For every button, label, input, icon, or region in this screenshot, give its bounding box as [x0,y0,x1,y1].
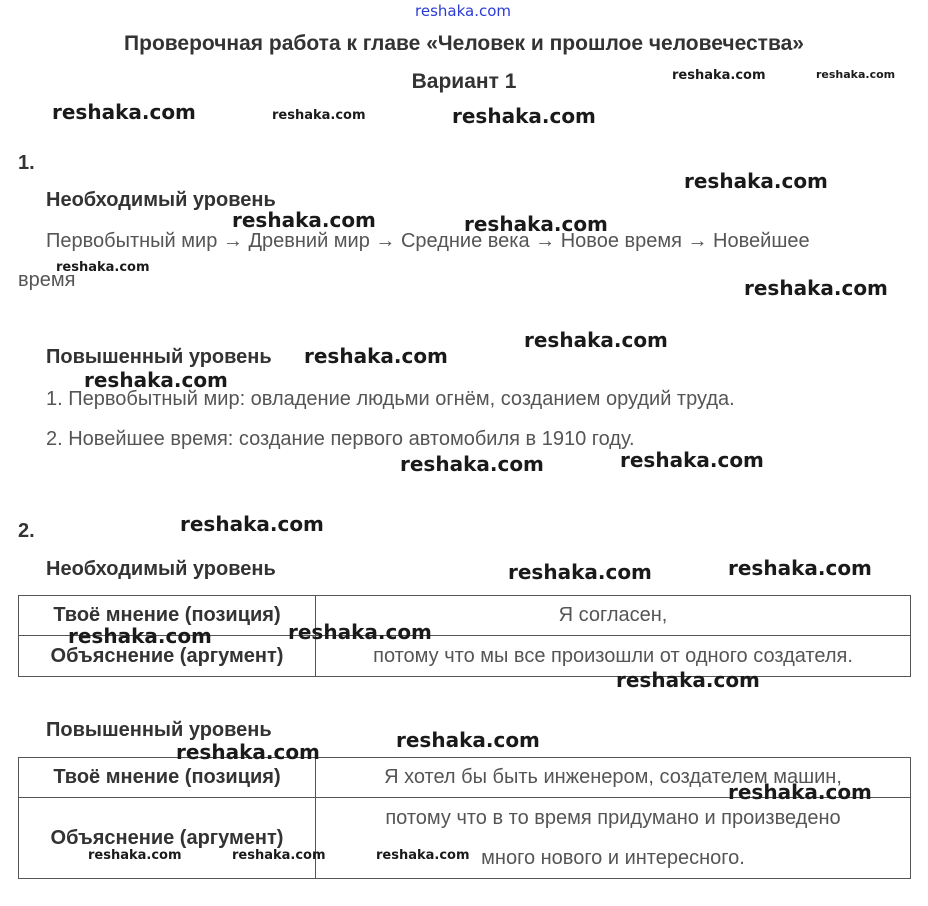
task1-number: 1. [18,152,35,174]
watermark: reshaka.com [56,260,150,275]
task1-advanced-level-heading: Повышенный уровень [46,346,272,368]
task1-advanced-item-2: 2. Новейшее время: создание первого автомобиля в 1910 году. [46,428,635,450]
watermark: reshaka.com [816,68,896,81]
watermark: reshaka.com [88,848,182,863]
task2-advanced-level-heading: Повышенный уровень [46,719,272,741]
watermark: reshaka.com [176,740,320,764]
watermark: reshaka.com [52,100,196,124]
watermark: reshaka.com [232,848,326,863]
watermark: reshaka.com [68,624,212,648]
task1-basic-answer-line1: Первобытный мир → Древний мир → Средние века → Новое время → Новейшее [46,230,810,252]
watermark: reshaka.com [304,344,448,368]
watermark: reshaka.com [376,848,470,863]
watermark: reshaka.com [684,169,828,193]
watermark: reshaka.com [396,728,540,752]
watermark: reshaka.com [272,108,366,123]
watermark: reshaka.com [452,104,596,128]
watermark: reshaka.com [728,556,872,580]
task1-basic-level-heading: Необходимый уровень [46,189,276,211]
watermark: reshaka.com [84,368,228,392]
task1-advanced-item-1: 1. Первобытный мир: овладение людьми огнём, созданием орудий труда. [46,388,735,410]
table-row [19,798,911,879]
position-value-cell: Я согласен, [316,596,911,636]
watermark-top: reshaka.com [415,2,511,20]
watermark: reshaka.com [464,212,608,236]
watermark: reshaka.com [616,668,760,692]
watermark: reshaka.com [744,276,888,300]
variant-title: Вариант 1 [411,70,517,93]
argument-value-line2: много нового и интересного. [481,847,745,869]
argument-value-cell: потому что мы все произошли от одного создателя. [316,636,911,677]
task2-basic-level-heading: Необходимый уровень [46,558,276,580]
position-label-cell: Твоё мнение (позиция) [19,758,316,798]
argument-value-line1: потому что в то время придумано и произведено [385,807,841,829]
watermark: reshaka.com [232,208,376,232]
argument-label-cell: Объяснение (аргумент) [19,636,316,677]
watermark: reshaka.com [508,560,652,584]
watermark: reshaka.com [400,452,544,476]
watermark: reshaka.com [728,780,872,804]
watermark: reshaka.com [524,328,668,352]
watermark: reshaka.com [180,512,324,536]
position-label-cell: Твоё мнение (позиция) [19,596,316,636]
argument-value-cell [316,798,911,879]
task2-number: 2. [18,520,35,542]
position-value-cell: Я хотел бы быть инженером, создателем машин, [316,758,911,798]
watermark: reshaka.com [620,448,764,472]
argument-label-cell: Объяснение (аргумент) [19,798,316,879]
page-title: Проверочная работа к главе «Человек и прошлое человечества» [124,32,804,55]
watermark: reshaka.com [672,68,766,83]
task1-basic-answer-line2: время [18,269,76,291]
watermark: reshaka.com [288,620,432,644]
